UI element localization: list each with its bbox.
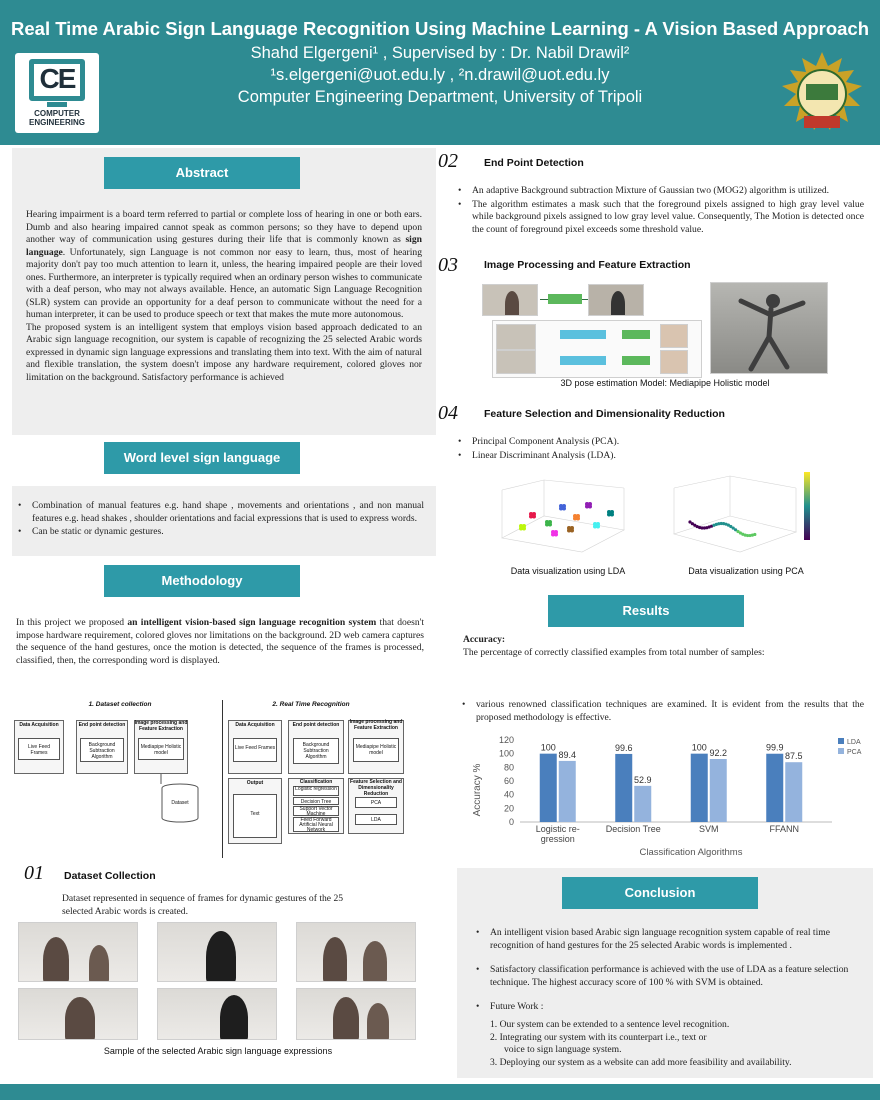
section-number: 01 [24, 862, 44, 884]
y-tick-label: 40 [503, 789, 514, 800]
x-axis-label: Classification Algorithms [639, 847, 743, 858]
abstract-text: Hearing impairment is a board term referred to partial or complete loss of hearing in one or both ears. Dumb and also hearing impaired cannot speak as common persons; so they have to depend upon another way of communication using gestures during their life that is commonly known as sign language. Unfortunately, sign Language is not common nor easy to learn, thus, most of hearing majority don't pay too much attention to learn it, unless, the hearing impaired people are their loved ones. Furthermore, an interpreter is typically required when an ordinary person wishes to communicate with a deaf person, who may not always available. Hence, an automatic Sign Language Recognition (SLR) system can provide an opportunity for a deaf person to communicate without the need for a human interpreter, it can be used to produce speech or text that makes the mute more autonomous. The proposed system is an intelligent system that employs vision based approach dedicated to an Arabic sign language recognition, our system is capable of recognizing the 25 selected Arabic words expressed in dynamic sign language expressions and translating them into text. With the aim of natural and flexible translation, the system doesn't impose any hardware requirement, colored gloves nor limitation on the background. Satisfactory performance is achieved [26, 209, 422, 383]
data-label: 100 [540, 742, 556, 753]
y-tick-label: 120 [498, 735, 514, 745]
results-heading: Results [548, 595, 744, 627]
y-axis-label: Accuracy % [472, 763, 483, 817]
bar-pca [559, 761, 576, 822]
hand-image [660, 324, 688, 348]
pca-caption: Data visualization using PCA [688, 566, 804, 576]
list-item: voice to sign language system. [504, 1044, 622, 1055]
list-item: 1. Our system can be extended to a sentence level recognition. [490, 1019, 730, 1030]
y-tick-label: 60 [503, 776, 514, 786]
x-tick-label: SVM [698, 824, 719, 834]
poster-title: Real Time Arabic Sign Language Recognition Using Machine Learning - A Vision Based Approach [11, 18, 869, 39]
bar-pca [710, 759, 727, 822]
scatter-point [753, 533, 756, 536]
feature-selection-list [456, 436, 756, 463]
divider [222, 700, 223, 858]
section-number: 02 [438, 150, 458, 172]
section-number: 03 [438, 254, 458, 276]
scatter-point [522, 527, 526, 531]
sample-image [157, 988, 277, 1040]
data-label: 92.2 [709, 747, 728, 758]
endpoint-heading: End Point Detection [484, 157, 584, 169]
scatter-point [596, 525, 600, 529]
scatter-point [570, 529, 574, 533]
x-tick-label: FFANN [769, 824, 800, 834]
colorbar [804, 472, 810, 540]
data-label: 99.6 [614, 742, 633, 753]
bar-lda [766, 754, 783, 822]
frame-image [496, 350, 536, 374]
lda-3d-scatter [492, 476, 632, 558]
list-item: 3. Deploying our system as a website can add more feasibility and availability. [490, 1056, 792, 1068]
legend-swatch [838, 748, 844, 754]
process-box [548, 294, 582, 304]
department: Computer Engineering Department, University of Tripoli [237, 88, 643, 106]
data-label: 87.5 [784, 751, 803, 762]
pca-3d-scatter [668, 470, 818, 560]
pose-estimation-image [710, 282, 828, 374]
bar-lda [691, 754, 708, 822]
future-work-list [490, 1019, 862, 1069]
conclusion-heading: Conclusion [562, 877, 758, 909]
list-item: • An adaptive Background subtraction Mixture of Gaussian two (MOG2) algorithm is utilized. [456, 185, 864, 198]
endpoint-list [456, 185, 864, 237]
data-label: 99.9 [765, 742, 784, 753]
dataset-collection-text: Dataset represented in sequence of frames for dynamic gestures of the 25 selected Arabic words is created. [62, 893, 344, 917]
word-level-list [16, 500, 424, 540]
accuracy-label: Accuracy: [463, 634, 506, 645]
poster-header [0, 0, 880, 145]
accuracy-definition: The percentage of correctly classified examples from total number of samples: [463, 647, 765, 658]
legend-entry: LDA [847, 739, 861, 746]
frame-image [496, 324, 536, 350]
samples-caption: Sample of the selected Arabic sign language expressions [103, 1046, 333, 1056]
x-tick-label: Decision Tree [605, 824, 661, 834]
conclusion-list [474, 927, 862, 1015]
sample-image [296, 988, 416, 1040]
lda-caption: Data visualization using LDA [510, 566, 626, 576]
bar-pca [634, 786, 651, 822]
methodology-heading: Methodology [104, 565, 300, 597]
list-item: • Can be static or dynamic gestures. [16, 526, 424, 539]
x-tick-label: Logistic re- [535, 824, 580, 834]
sample-image [18, 988, 138, 1040]
frame-image [588, 284, 644, 316]
scatter-point [548, 523, 552, 527]
list-item: • various renowned classification techniques are examined. It is evident from the results that the proposed methodology is effective. [460, 699, 864, 724]
frame-image [482, 284, 538, 316]
abstract-heading: Abstract [104, 157, 300, 189]
process-box [560, 330, 606, 339]
y-tick-label: 20 [503, 803, 514, 814]
skeleton-icon [711, 283, 828, 374]
list-item: • An intelligent vision based Arabic sign language recognition system capable of real time recognition of hand gestures for the 25 selected Arabic words is implemented . [474, 927, 862, 952]
legend-swatch [838, 738, 844, 744]
bar-pca [785, 762, 802, 822]
section-number: 04 [438, 402, 458, 424]
scatter-point [532, 515, 536, 519]
word-level-heading: Word level sign language [104, 442, 300, 474]
scatter-point [588, 505, 592, 509]
list-item: 2. Integrating our system with its counterpart i.e., text or [490, 1031, 707, 1043]
bar-lda [540, 754, 557, 822]
list-item: • Future Work : [474, 1001, 862, 1014]
sample-image [296, 922, 416, 982]
list-item: • Principal Component Analysis (PCA). [456, 436, 756, 449]
scatter-point [610, 513, 614, 517]
data-label: 89.4 [558, 749, 577, 760]
sample-image [157, 922, 277, 982]
results-list [460, 699, 864, 725]
list-item: • The algorithm estimates a mask such that the foreground pixels assigned to high gray level value while background pixels assigned to low gray level value. Consequently, The Motion is detected once the count of foreground pixel exceeds some threshold value. [456, 199, 864, 237]
scatter-point [562, 507, 566, 511]
list-item: • Combination of manual features e.g. hand shape , movements and orientations , and non manual features e.g. head shakes , shoulder orientations and facial expressions that is used to express words. [16, 500, 424, 525]
dataset-cylinder-icon [160, 774, 200, 824]
pose-caption: 3D pose estimation Model: Mediapipe Holistic model [560, 378, 770, 388]
process-box [560, 356, 606, 365]
y-tick-label: 0 [508, 817, 514, 827]
methodology-text: In this project we proposed an intelligent vision-based sign language recognition system that doesn't impose hardware requirement, colored gloves nor limitations on the background. 2D web camera captures the sequence of the hand gestures, once the motion is detected, the sequence of the frames is processed, classified, then, the corresponding word is displayed. [16, 617, 425, 666]
list-item: • Satisfactory classification performance is achieved with the use of LDA as a feature selection technique. The highest accuracy score of 100 % with SVM is obtained. [474, 964, 862, 989]
university-seal-logo [776, 50, 868, 140]
legend-entry: PCA [847, 749, 862, 756]
bar-lda [615, 754, 632, 822]
image-processing-heading: Image Processing and Feature Extraction [484, 259, 691, 271]
accuracy-bar-chart [462, 732, 872, 860]
computer-engineering-logo: CE COMPUTER ENGINEERING [15, 53, 99, 133]
data-label: 100 [691, 742, 707, 753]
y-tick-label: 100 [498, 748, 514, 759]
scatter-point [554, 533, 558, 537]
process-box [622, 330, 650, 339]
data-label: 52.9 [633, 774, 652, 785]
scatter-point [576, 517, 580, 521]
y-tick-label: 80 [503, 762, 514, 773]
list-item: • Linear Discriminant Analysis (LDA). [456, 450, 756, 463]
face-image [660, 350, 688, 374]
emails: ¹s.elgergeni@uot.edu.ly , ²n.drawil@uot.edu.ly [270, 66, 610, 84]
sample-image [18, 922, 138, 982]
poster-footer [0, 1084, 880, 1100]
feature-selection-heading: Feature Selection and Dimensionality Reduction [484, 408, 725, 420]
dataset-collection-heading: Dataset Collection [64, 870, 156, 882]
authors: Shahd Elgergeni¹ , Supervised by : Dr. Nabil Drawil² [250, 44, 630, 62]
process-box [622, 356, 650, 365]
x-tick-label: gression [540, 834, 575, 844]
